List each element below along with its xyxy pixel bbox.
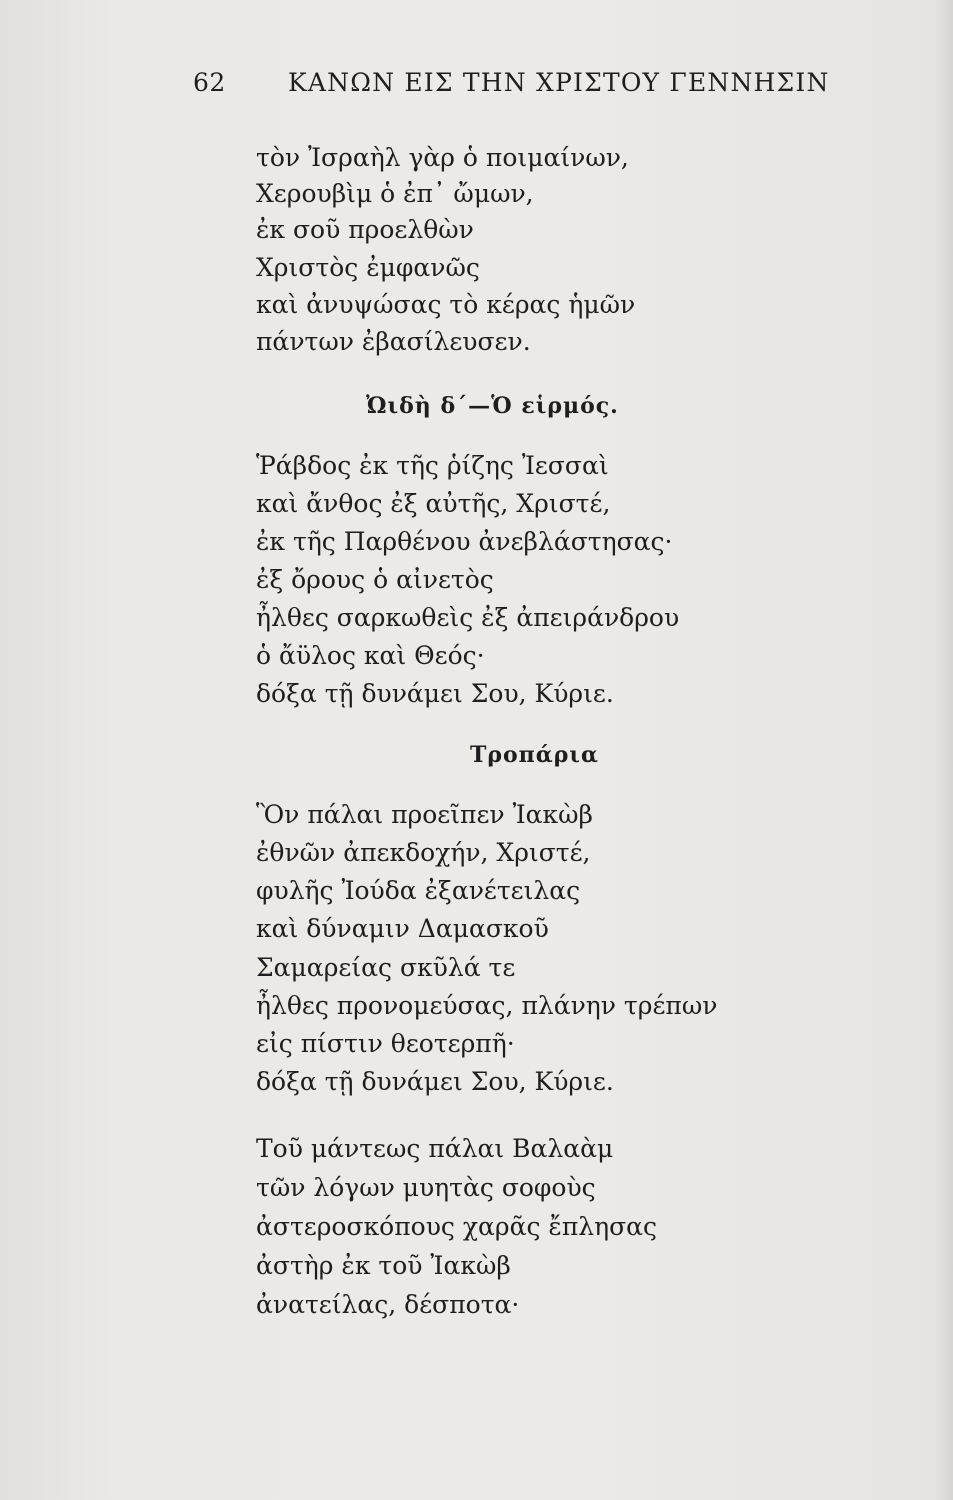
ode-heading: Ὠιδὴ δ´—Ὁ εἱρμός. bbox=[366, 393, 619, 419]
verse-line: καὶ δύναμιν Δαμασκοῦ bbox=[256, 914, 549, 943]
verse-line: ἀστεροσκόπους χαρᾶς ἔπλησας bbox=[256, 1212, 658, 1241]
verse-line: δόξα τῇ δυνάμει Σου, Κύριε. bbox=[256, 1067, 614, 1096]
verse-line: ἐθνῶν ἀπεκδοχήν, Χριστέ, bbox=[256, 838, 591, 867]
page-number: 62 bbox=[193, 68, 226, 97]
verse-line: ὁ ἄϋλος καὶ Θεός· bbox=[256, 641, 485, 670]
verse-line: ἦλθες προνομεύσας, πλάνην τρέπων bbox=[256, 991, 718, 1020]
verse-line: Χερουβὶμ ὁ ἐπ᾽ ὤμων, bbox=[256, 179, 534, 208]
verse-line: Χριστὸς ἐμφανῶς bbox=[256, 253, 480, 282]
verse-line: Ῥάβδος ἐκ τῆς ῥίζης Ἰεσσαὶ bbox=[256, 451, 609, 480]
verse-line: καὶ ἀνυψώσας τὸ κέρας ἡμῶν bbox=[256, 290, 636, 319]
troparia-heading: Τροπάρια bbox=[470, 742, 599, 768]
verse-line: καὶ ἄνθος ἐξ αὐτῆς, Χριστέ, bbox=[256, 489, 611, 518]
verse-line: ἀστὴρ ἐκ τοῦ Ἰακὼβ bbox=[256, 1251, 511, 1280]
verse-line: εἰς πίστιν θεοτερπῆ· bbox=[256, 1029, 515, 1058]
verse-line: τὸν Ἰσραὴλ γὰρ ὁ ποιμαίνων, bbox=[256, 143, 629, 172]
verse-line: ἐξ ὄρους ὁ αἰνετὸς bbox=[256, 565, 494, 594]
page-edge-shadow bbox=[935, 0, 953, 1500]
verse-line: δόξα τῇ δυνάμει Σου, Κύριε. bbox=[256, 679, 614, 708]
verse-line: ἐκ τῆς Παρθένου ἀνεβλάστησας· bbox=[256, 527, 673, 556]
verse-line: Ὃν πάλαι προεῖπεν Ἰακὼβ bbox=[256, 800, 593, 829]
verse-line: ἐκ σοῦ προελθὼν bbox=[256, 215, 474, 244]
verse-line: ἀνατείλας, δέσποτα· bbox=[256, 1290, 520, 1319]
running-title: ΚΑΝΩΝ ΕΙΣ ΤΗΝ ΧΡΙΣΤΟΥ ΓΕΝΝΗΣΙΝ bbox=[288, 68, 830, 97]
verse-line: πάντων ἐβασίλευσεν. bbox=[256, 327, 531, 356]
verse-line: ἦλθες σαρκωθεὶς ἐξ ἀπειράνδρου bbox=[256, 603, 680, 632]
verse-line: φυλῆς Ἰούδα ἐξανέτειλας bbox=[256, 876, 581, 905]
verse-line: Τοῦ μάντεως πάλαι Βαλαὰμ bbox=[256, 1134, 614, 1163]
verse-line: Σαμαρείας σκῦλά τε bbox=[256, 953, 516, 982]
verse-line: τῶν λόγων μυητὰς σοφοὺς bbox=[256, 1173, 596, 1202]
